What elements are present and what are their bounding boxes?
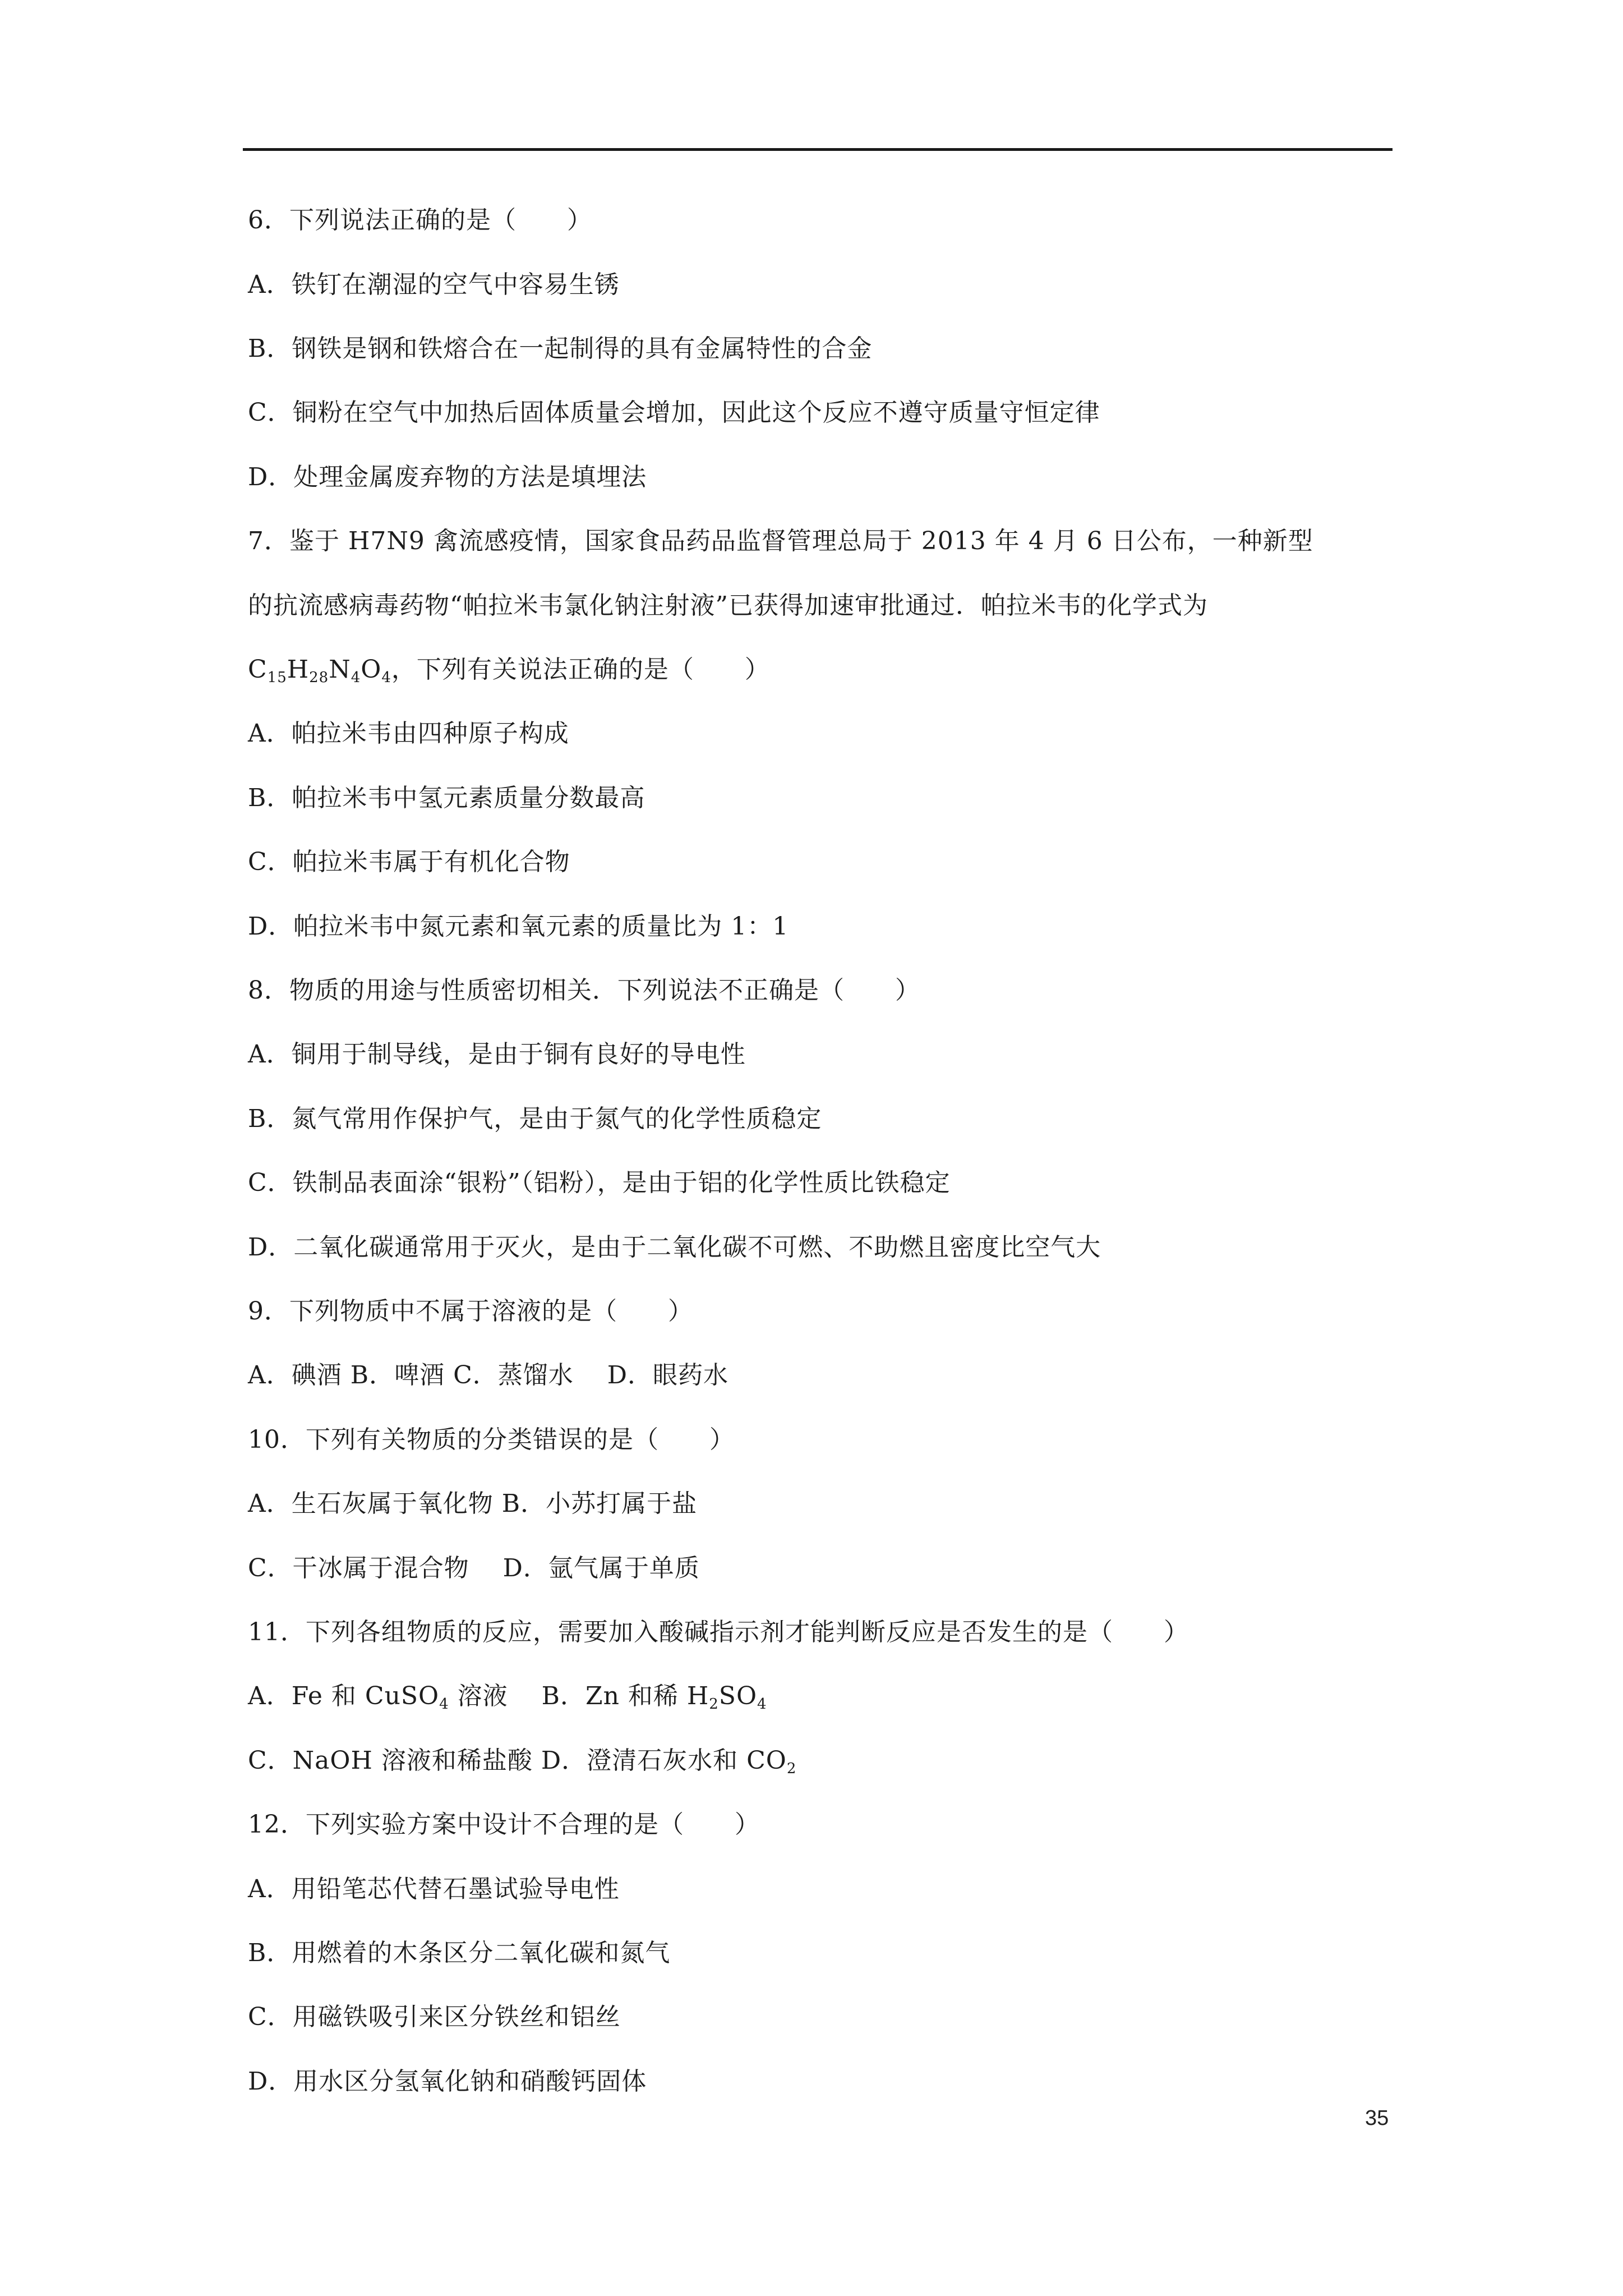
question-11-stem: 11．下列各组物质的反应，需要加入酸碱指示剂才能判断反应是否发生的是（ ） xyxy=(248,1618,1189,1646)
header-rule xyxy=(243,148,1393,151)
question-12-option-c: C．用磁铁吸引来区分铁丝和铝丝 xyxy=(248,2003,621,2031)
question-10-options-ab: A．生石灰属于氧化物 B．小苏打属于盐 xyxy=(248,1489,698,1518)
question-12-option-a: A．用铅笔芯代替石墨试验导电性 xyxy=(248,1875,620,1903)
question-8-stem: 8．物质的用途与性质密切相关．下列说法不正确是（ ） xyxy=(248,976,920,1005)
question-6-option-d: D．处理金属废弃物的方法是填埋法 xyxy=(248,463,647,491)
question-10-stem: 10．下列有关物质的分类错误的是（ ） xyxy=(248,1425,735,1454)
question-7-stem-line-3: $C_{15}H_{28}N_4O_4$，下列有关说法正确的是（ ） xyxy=(248,655,770,686)
question-6-option-b: B．钢铁是钢和铁熔合在一起制得的具有金属特性的合金 xyxy=(248,334,873,363)
question-8-option-d: D．二氧化碳通常用于灭火，是由于二氧化碳不可燃、不助燃且密度比空气大 xyxy=(248,1233,1101,1262)
question-7-stem-line-2: 的抗流感病毒药物“帕拉米韦氯化钠注射液”已获得加速审批通过．帕拉米韦的化学式为 xyxy=(248,591,1208,620)
question-11-options-ab: A．Fe 和 CuSO$_4$ 溶液 B．Zn 和稀 $H_2SO_4$ xyxy=(248,1682,767,1713)
question-12-option-b: B．用燃着的木条区分二氧化碳和氮气 xyxy=(248,1939,671,1967)
question-8-option-b: B．氮气常用作保护气，是由于氮气的化学性质稳定 xyxy=(248,1105,822,1133)
question-8-option-c: C．铁制品表面涂“银粉”（铝粉），是由于铝的化学性质比铁稳定 xyxy=(248,1168,951,1197)
question-7-stem-line-1: 7．鉴于 H7N9 禽流感疫情，国家食品药品监督管理总局于 2013 年 4 月 6 日公布，一种新型 xyxy=(248,527,1313,555)
question-10-options-cd: C．干冰属于混合物 D．氩气属于单质 xyxy=(248,1554,700,1582)
question-7-option-b: B．帕拉米韦中氢元素质量分数最高 xyxy=(248,784,645,812)
page-number: 35 xyxy=(1365,2106,1389,2130)
question-6-option-a: A．铁钉在潮湿的空气中容易生锈 xyxy=(248,270,620,299)
question-9-stem: 9．下列物质中不属于溶液的是（ ） xyxy=(248,1297,693,1326)
question-11-options-cd: C．NaOH 溶液和稀盐酸 D．澄清石灰水和 $CO_2$ xyxy=(248,1746,797,1777)
question-6-option-c: C．铜粉在空气中加热后固体质量会增加，因此这个反应不遵守质量守恒定律 xyxy=(248,398,1100,427)
question-12-stem: 12．下列实验方案中设计不合理的是（ ） xyxy=(248,1810,760,1839)
question-7-option-a: A．帕拉米韦由四种原子构成 xyxy=(248,719,569,748)
question-6-stem: 6．下列说法正确的是（ ） xyxy=(248,206,592,234)
question-7-option-d: D．帕拉米韦中氮元素和氧元素的质量比为 1：1 xyxy=(248,912,789,941)
question-9-options: A．碘酒 B．啤酒 C．蒸馏水 D．眼药水 xyxy=(248,1361,729,1389)
question-12-option-d: D．用水区分氢氧化钠和硝酸钙固体 xyxy=(248,2067,647,2096)
question-8-option-a: A．铜用于制导线，是由于铜有良好的导电性 xyxy=(248,1040,746,1069)
question-7-option-c: C．帕拉米韦属于有机化合物 xyxy=(248,848,570,876)
